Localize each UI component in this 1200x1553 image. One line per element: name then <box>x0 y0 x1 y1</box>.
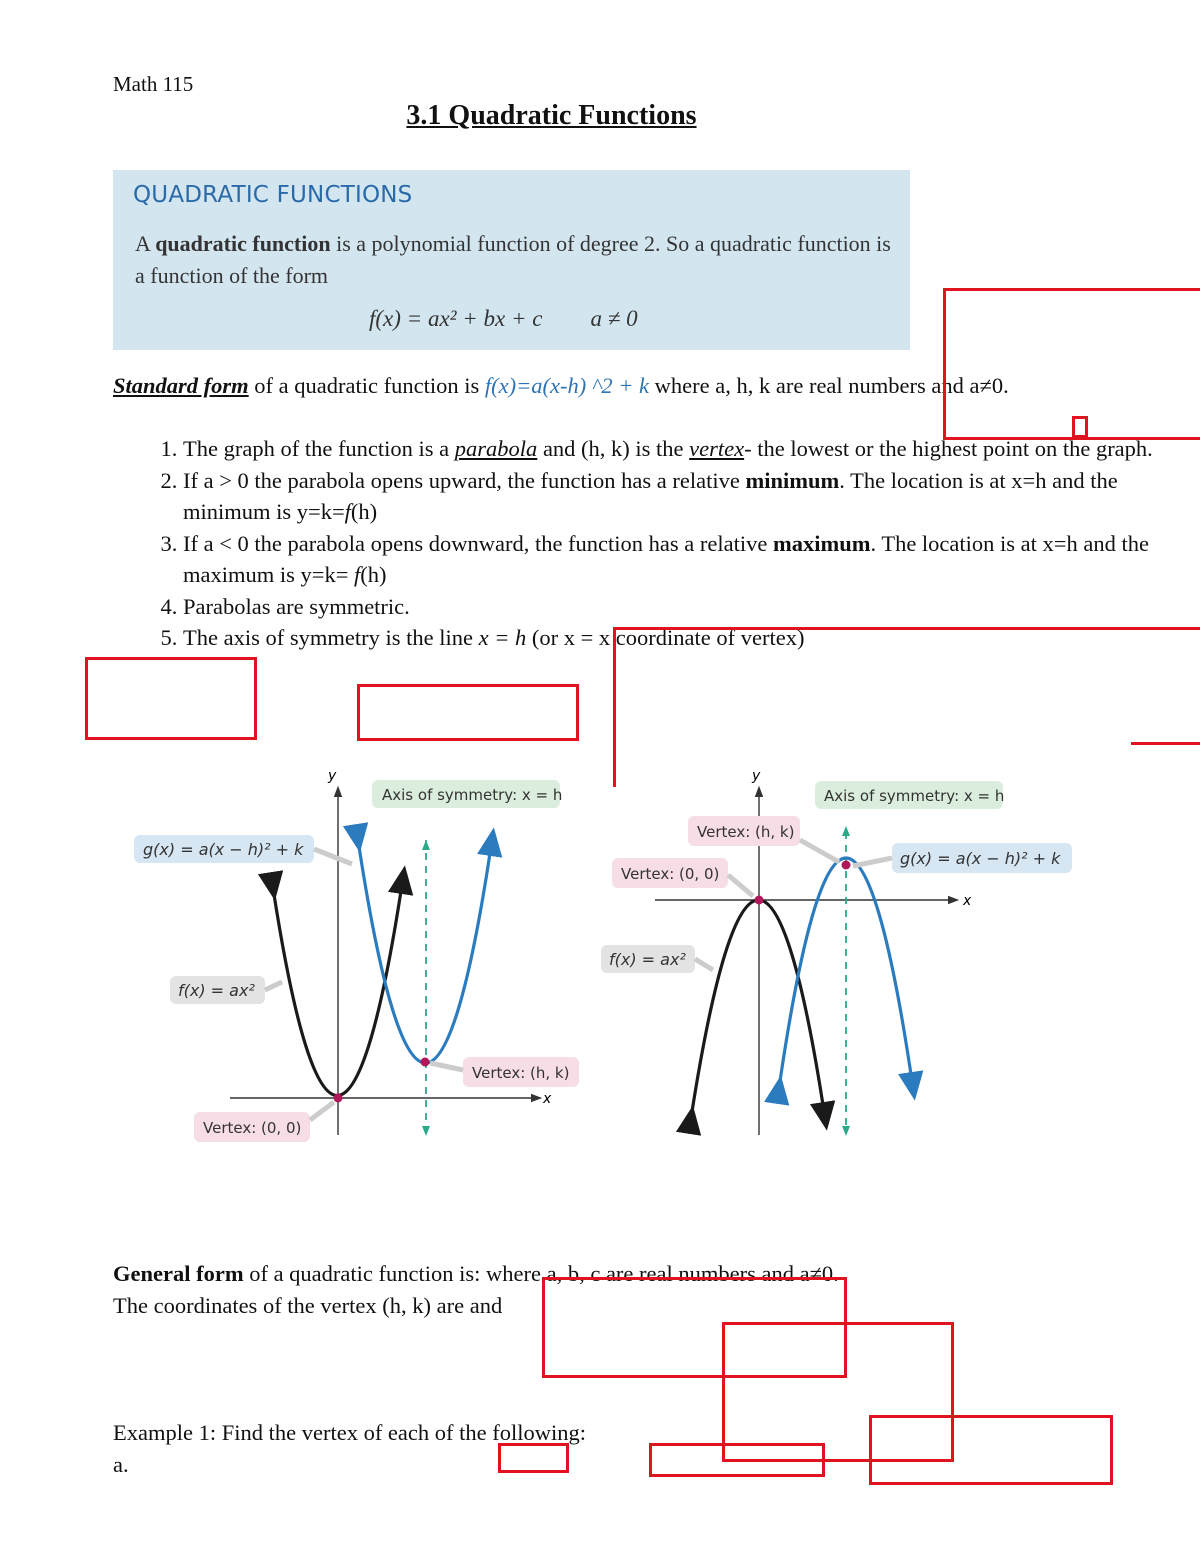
annotation-box <box>869 1415 1113 1485</box>
definition-text-a: A <box>135 231 156 256</box>
rule-text: (or x = x coordinate of vertex) <box>526 625 805 650</box>
term-vertex: vertex <box>689 436 745 461</box>
annotation-box <box>85 657 257 740</box>
vertex-hk-point <box>842 861 851 870</box>
function-symbol: f <box>344 499 351 524</box>
upward-parabola-figure <box>130 760 590 1150</box>
annotation-box-small <box>1072 416 1088 438</box>
axis-of-symmetry-label: Axis of symmetry: x = h <box>824 787 1005 805</box>
definition-text-b: is a polynomial function of degree 2. So a quadratic function is a function of the form <box>135 231 891 288</box>
f-label-leader <box>695 959 713 970</box>
g-label-leader <box>853 858 892 866</box>
page-title: 3.1 Quadratic Functions <box>406 100 697 131</box>
example-prompt: Example 1: Find the vertex of each of the following: <box>113 1420 586 1445</box>
x-axis-label: x <box>963 893 972 909</box>
vertex-origin-point <box>755 896 764 905</box>
vertex-hk-leader <box>800 840 839 862</box>
parabola-f <box>691 900 825 1118</box>
parabola-g <box>358 840 492 1063</box>
vertex-hk-label: Vertex: (h, k) <box>472 1064 570 1082</box>
rule-text: Parabolas are symmetric. <box>183 593 410 619</box>
y-axis-label: y <box>752 768 761 784</box>
g-function-label: g(x) = a(x − h)² + k <box>900 849 1061 868</box>
definition-text <box>135 228 895 292</box>
rule-text: (h) <box>360 562 387 587</box>
rule-text: The graph of the function is a <box>183 436 455 461</box>
f-function-label: f(x) = ax² <box>178 981 255 1000</box>
rule-text: (h) <box>350 499 378 524</box>
term-parabola: parabola <box>454 436 538 461</box>
definition-heading: QUADRATIC FUNCTIONS <box>133 182 413 208</box>
general-form-text-a: of a quadratic function is: where a, b, c are real numbers and a≠0. <box>243 1261 839 1286</box>
annotation-box <box>613 627 1200 787</box>
list-item <box>183 528 1163 591</box>
general-form-text-b: The coordinates of the vertex (h, k) are and <box>113 1292 503 1318</box>
rule-text: . The location is at x=h and the minimum is y=k= <box>183 467 1118 524</box>
x-axis-label: x <box>543 1091 552 1107</box>
example-item-a: a. <box>113 1451 129 1477</box>
standard-form-paragraph <box>113 370 1053 402</box>
annotation-box <box>498 1443 569 1473</box>
rule-text: . The location is at x=h and the maximum is y=k= <box>183 530 1149 587</box>
definition-term: quadratic function <box>155 231 331 256</box>
vertex-origin-leader <box>310 1102 334 1120</box>
rule-text: If a < 0 the parabola opens downward, the function has a relative <box>183 530 773 556</box>
vertex-hk-label: Vertex: (h, k) <box>697 823 795 841</box>
downward-parabola-figure <box>595 760 1095 1150</box>
vertex-origin-label: Vertex: (0, 0) <box>621 865 720 883</box>
vertex-hk-leader <box>430 1063 463 1070</box>
standard-form-label: Standard form <box>113 373 249 398</box>
course-label: Math 115 <box>113 72 194 96</box>
vertex-hk-point <box>421 1058 430 1067</box>
definition-formula <box>369 306 638 332</box>
axis-equation: x = h <box>478 625 527 650</box>
axis-of-symmetry-label: Axis of symmetry: x = h <box>382 786 563 804</box>
standard-form-text-b: where a, h, k are real numbers and a≠0. <box>649 373 1009 398</box>
rule-text: The axis of symmetry is the line <box>183 625 479 650</box>
rule-text: and (h, k) is the <box>537 436 690 461</box>
term-maximum: maximum <box>772 530 871 556</box>
formula-condition: a ≠ 0 <box>590 306 638 331</box>
f-label-leader <box>265 982 282 990</box>
f-function-label: f(x) = ax² <box>609 950 686 969</box>
general-form-label: General form <box>113 1261 244 1286</box>
y-axis-label: y <box>328 768 337 784</box>
list-item <box>183 591 1163 623</box>
term-minimum: minimum <box>745 467 840 493</box>
g-function-label: g(x) = a(x − h)² + k <box>143 840 304 859</box>
axis-arrow-up <box>842 826 850 836</box>
annotation-line <box>1131 742 1200 745</box>
function-symbol: f <box>354 562 361 587</box>
annotation-box <box>357 684 579 741</box>
rule-text: - the lowest or the highest point on the graph. <box>744 436 1153 461</box>
formula-expression: f(x) = ax² + bx + c <box>369 306 543 331</box>
rule-text: If a > 0 the parabola opens upward, the function has a relative <box>183 467 746 493</box>
annotation-box <box>649 1443 825 1477</box>
vertex-origin-label: Vertex: (0, 0) <box>203 1119 302 1137</box>
standard-form-formula: f(x)=a(x-h) ^2 + k <box>484 373 650 398</box>
standard-form-text-a: of a quadratic function is <box>248 373 485 398</box>
properties-list <box>113 433 1163 654</box>
axis-arrow-down <box>842 1126 850 1136</box>
axis-arrow-up <box>422 840 430 850</box>
g-label-leader <box>314 849 352 864</box>
axis-arrow-down <box>422 1126 430 1136</box>
list-item <box>183 465 1163 528</box>
definition-box <box>113 170 910 350</box>
vertex-origin-leader <box>728 875 753 896</box>
vertex-origin-point <box>334 1094 343 1103</box>
